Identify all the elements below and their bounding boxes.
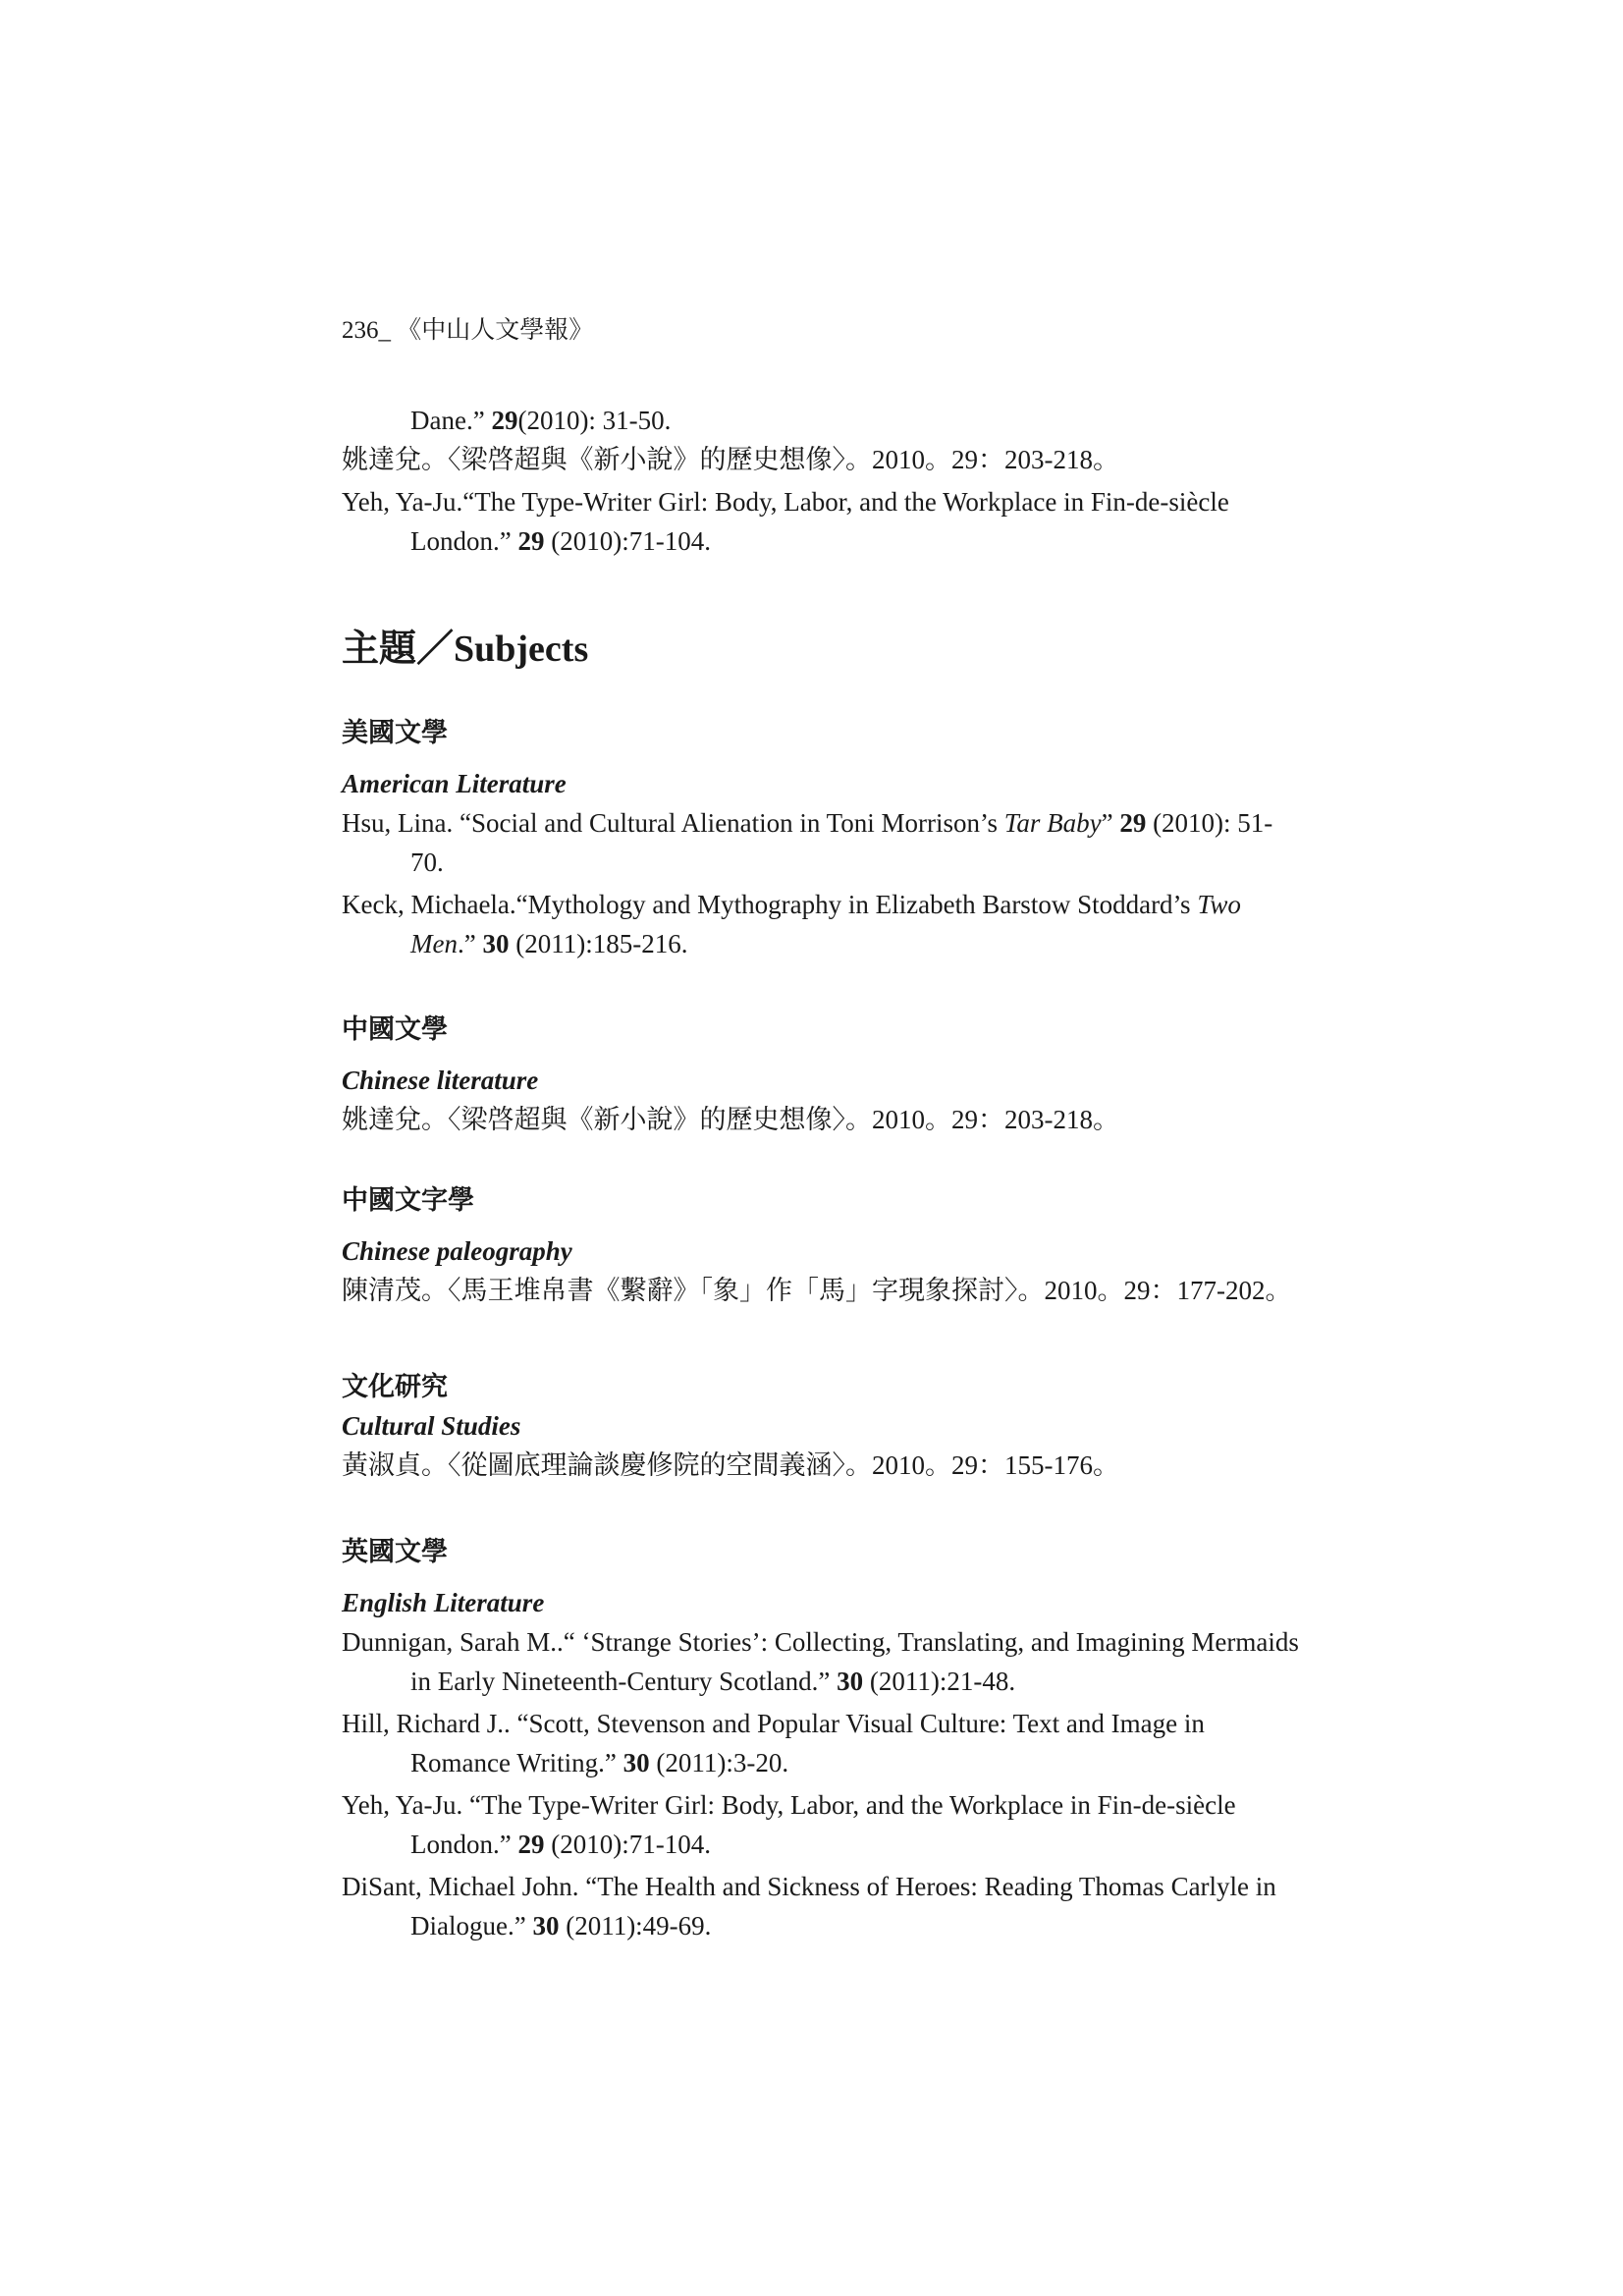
- bib-entry: Hsu, Lina. “Social and Cultural Alienation in Toni Morrison’s Tar Baby” 29 (2010): 51-70.: [342, 808, 1273, 877]
- bib-entry: DiSant, Michael John. “The Health and Sickness of Heroes: Reading Thomas Carlyle in Dialogue.” 30 (2011):49-69.: [342, 1872, 1276, 1941]
- subject-heading-zh: 英國文學: [342, 1537, 448, 1566]
- subjects-section: [342, 625, 1304, 674]
- subject-heading-zh: 美國文學: [342, 718, 448, 747]
- bib-entry: Keck, Michaela.“Mythology and Mythography in Elizabeth Barstow Stoddard’s Two Men.” 30 (2011):185-216.: [342, 890, 1241, 958]
- bib-entry: Dunnigan, Sarah M..“ ‘Strange Stories’: Collecting, Translating, and Imagining Mermaids in Early Nineteenth-Century Scotland.” 30 (2011):21-48.: [342, 1627, 1299, 1696]
- bib-entry: 陳清茂。〈馬王堆帛書《繫辭》「象」作「馬」字現象探討〉。2010。29：177-202。: [342, 1276, 1292, 1305]
- subject-english: [342, 1532, 1304, 1948]
- subject-american: [342, 713, 1304, 966]
- running-head: 236_ 《中山人文學報》: [342, 317, 594, 344]
- subject-heading-zh: 中國文學: [342, 1014, 448, 1044]
- subject-heading-zh: 中國文字學: [342, 1185, 474, 1215]
- subject-cultural-studies: [342, 1367, 1304, 1488]
- bib-entry: Yeh, Ya-Ju.“The Type-Writer Girl: Body, Labor, and the Workplace in Fin-de-siècle London.” 29 (2010):71-104.: [342, 487, 1229, 556]
- bib-entry: Yeh, Ya-Ju. “The Type-Writer Girl: Body, Labor, and the Workplace in Fin-de-siècle London.” 29 (2010):71-104.: [342, 1790, 1236, 1859]
- continued-line: Dane.” 29(2010): 31-50.: [410, 406, 672, 435]
- subject-heading-en: Cultural Studies: [342, 1411, 521, 1441]
- subject-heading-en: American Literature: [342, 769, 567, 798]
- subject-chinese-paleography: [342, 1180, 1304, 1313]
- continued-entries: [342, 401, 1304, 564]
- subject-heading-en: Chinese literature: [342, 1066, 539, 1095]
- section-title: 主題／Subjects: [342, 629, 589, 670]
- subject-heading-zh: 文化研究: [342, 1372, 448, 1401]
- subject-heading-en: Chinese paleography: [342, 1236, 572, 1266]
- bib-entry: 姚達兌。〈梁啓超與《新小說》的歷史想像〉。2010。29：203-218。: [342, 1105, 1119, 1134]
- subject-chinese-literature: [342, 1010, 1304, 1142]
- bib-entry: 黃淑貞。〈從圖底理論談慶修院的空間義涵〉。2010。29：155-176。: [342, 1450, 1119, 1480]
- subject-heading-en: English Literature: [342, 1588, 545, 1617]
- bib-entry: 姚達兌。〈梁啓超與《新小說》的歷史想像〉。2010。29：203-218。: [342, 445, 1119, 474]
- bib-entry: Hill, Richard J.. “Scott, Stevenson and Popular Visual Culture: Text and Image in Romance Writing.” 30 (2011):3-20.: [342, 1709, 1205, 1777]
